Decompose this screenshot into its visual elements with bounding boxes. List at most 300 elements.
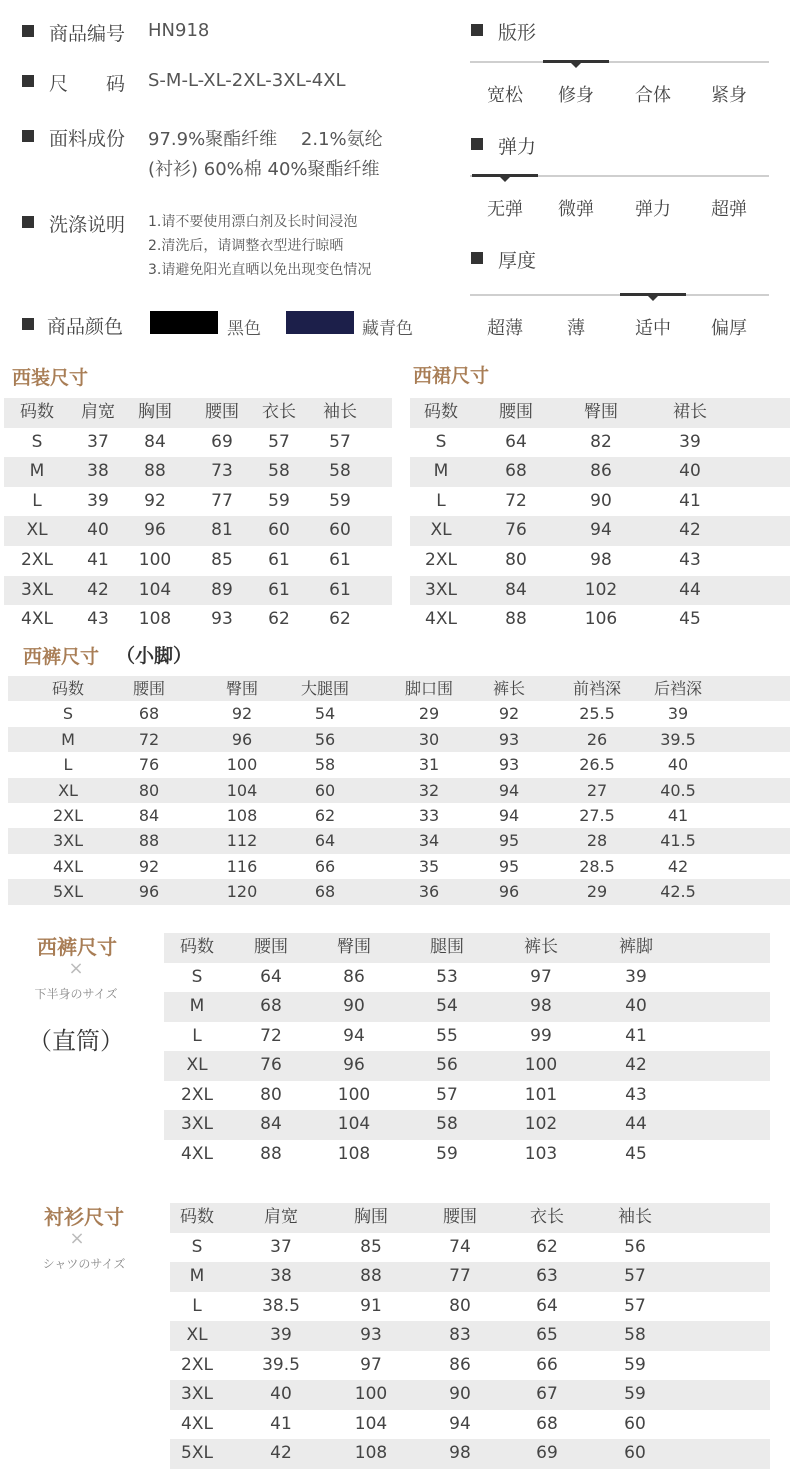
table-header-cell: 脚口围 [404,679,454,698]
table-row [170,1439,770,1469]
table-cell: 4XL [21,609,53,630]
table-cell: 80 [505,550,527,570]
attr-fit-option: 修身 [558,85,594,106]
fabric-label: 面料成份 [49,128,126,150]
fabric-line-2: (衬衫) 60%棉 40%聚酯纤维 [148,159,380,180]
attr-thickness-option: 超薄 [487,318,523,339]
table-cell: 43 [87,609,109,630]
table-header-cell: 码数 [424,402,458,422]
table-row [410,457,790,487]
table-cell: 67 [536,1384,558,1404]
table-cell: S [191,1236,203,1257]
table-header-cell: 裤长 [524,937,558,957]
table-cell: M [189,1266,205,1286]
attr-fit-scale [470,61,769,63]
table-cell: 45 [625,1143,647,1164]
table-cell: 57 [329,431,351,452]
table-cell: M [189,996,205,1016]
table-header-cell: 肩宽 [81,402,115,422]
table-cell: L [192,1295,202,1316]
table-row [410,487,790,517]
wash-line-2: 2.清洗后，请调整衣型进行晾晒 [148,238,344,254]
table-header-cell: 腰围 [254,937,288,957]
table-cell: 41 [270,1413,292,1434]
table-cell: 69 [211,431,233,452]
table-cell: 58 [314,755,336,775]
table-cell: 104 [226,780,258,800]
table-cell: 116 [226,856,258,876]
table-row [170,1351,770,1381]
color-swatch-navy [286,311,354,334]
table-cell: 30 [418,729,440,749]
table-cell: 38 [270,1266,292,1286]
pants-small-size-title: 西裤尺寸 [23,646,100,668]
table-cell: 44 [625,1114,647,1134]
table-cell: 100 [524,1055,558,1075]
table-cell: 60 [624,1413,646,1434]
table-cell: 39 [87,490,109,511]
fabric-line-1: 97.9%聚酯纤维 2.1%氨纶 [148,129,383,150]
table-cell: 81 [211,520,233,541]
table-cell: 32 [418,780,440,800]
table-cell: 58 [624,1325,646,1345]
table-cell: 66 [314,856,336,876]
table-cell: 68 [505,461,527,482]
table-cell: 108 [354,1443,388,1463]
table-cell: 3XL [21,579,53,600]
table-cell: 64 [314,831,336,851]
table-cell: 2XL [52,806,84,825]
table-cell: 84 [505,579,527,600]
table-row [8,778,790,803]
table-cell: 41 [679,490,701,511]
table-cell: 37 [87,431,109,452]
table-row [4,605,392,635]
table-row [410,546,790,576]
bullet-icon [22,25,34,37]
table-cell: 86 [590,461,612,482]
pants-straight-sub: 下半身のサイズ [34,987,118,1001]
table-cell: 62 [314,806,336,825]
table-cell: 56 [436,1055,458,1075]
table-row [4,487,392,517]
table-cell: 112 [226,831,258,851]
table-header-cell: 袖长 [618,1207,652,1227]
table-cell: 85 [360,1236,382,1257]
table-cell: 41.5 [660,831,696,851]
table-cell: 97 [360,1354,382,1375]
table-header-cell: 大腿围 [300,679,350,698]
table-cell: 89 [211,579,233,600]
table-cell: 4XL [181,1413,213,1434]
table-cell: 92 [144,490,166,511]
table-cell: 58 [436,1114,458,1134]
attr-fit-option: 宽松 [487,85,523,106]
table-cell: 40 [87,520,109,541]
table-cell: 42.5 [660,882,696,902]
table-cell: 88 [360,1266,382,1286]
bullet-icon [22,75,34,87]
table-cell: 68 [138,704,160,724]
table-cell: 88 [505,609,527,630]
table-cell: 108 [226,806,258,825]
table-header-cell: 码数 [180,937,214,957]
table-cell: 39.5 [660,729,696,749]
attr-stretch-option: 超弹 [711,199,747,220]
wash-label: 洗涤说明 [49,214,126,236]
table-header-cell: 裤脚 [619,937,653,957]
table-cell: 3XL [181,1384,213,1404]
table-cell: 3XL [425,579,457,600]
table-cell: 33 [418,806,440,825]
table-cell: 99 [530,1025,552,1046]
size-value: S-M-L-XL-2XL-3XL-4XL [148,70,346,91]
table-cell: 59 [329,490,351,511]
table-cell: 63 [536,1266,558,1286]
table-cell: 93 [498,755,520,775]
table-cell: 96 [498,882,520,902]
table-cell: 39 [270,1325,292,1345]
table-row [164,1022,770,1052]
table-cell: 45 [679,609,701,630]
table-cell: 86 [343,966,365,987]
table-row [8,701,790,726]
attr-thickness-pointer-icon [648,296,658,301]
table-cell: 26.5 [579,755,615,775]
attr-fit-pointer-icon [571,63,581,68]
table-header-cell: 腿围 [430,937,464,957]
table-cell: XL [186,1325,208,1345]
shirt-size-title: 衬衫尺寸 [44,1205,124,1229]
table-cell: 106 [584,609,618,630]
table-cell: 57 [624,1266,646,1286]
table-cell: 39 [625,966,647,987]
table-cell: 103 [524,1143,558,1164]
table-cell: 84 [260,1114,282,1134]
table-header-cell: 臀围 [337,937,371,957]
table-cell: 76 [260,1055,282,1075]
table-cell: 93 [498,729,520,749]
table-cell: 59 [436,1143,458,1164]
table-cell: 41 [625,1025,647,1046]
table-cell: 84 [144,431,166,452]
table-header-cell: 裙长 [673,402,707,422]
table-cell: 94 [449,1413,471,1434]
table-row [164,992,770,1022]
table-cell: 96 [231,729,253,749]
table-cell: 4XL [52,856,84,876]
table-cell: 5XL [52,882,84,902]
table-cell: 96 [343,1055,365,1075]
table-cell: 80 [260,1084,282,1105]
table-cell: 104 [337,1114,371,1134]
table-cell: 55 [436,1025,458,1046]
table-cell: 61 [268,550,290,570]
table-row [8,854,790,879]
table-cell: 42 [270,1443,292,1463]
table-header-cell: 码数 [51,679,85,698]
suit-size-title: 西装尺寸 [12,367,89,389]
size-label: 尺 码 [49,73,126,95]
table-cell: 100 [337,1084,371,1105]
table-header-cell: 裤长 [492,679,526,698]
table-header-cell: 腰围 [499,402,533,422]
cross-icon: × [68,958,84,979]
wash-line-1: 1.请不要使用漂白剂及长时间浸泡 [148,214,358,230]
table-cell: 64 [505,431,527,452]
table-cell: 59 [624,1354,646,1375]
table-row [170,1292,770,1322]
table-row [170,1321,770,1351]
table-cell: 58 [268,461,290,482]
table-row [170,1233,770,1263]
table-cell: 85 [211,550,233,570]
table-cell: 57 [436,1084,458,1105]
table-cell: 42 [87,579,109,600]
bullet-icon [22,318,34,330]
table-cell: 35 [418,856,440,876]
table-row [4,457,392,487]
table-header-row [4,398,392,428]
table-cell: 64 [536,1295,558,1316]
table-cell: 2XL [425,550,457,570]
table-cell: 40 [667,755,689,775]
table-cell: L [436,490,446,511]
table-cell: 2XL [21,550,53,570]
table-cell: 91 [360,1295,382,1316]
table-row [8,828,790,853]
table-row [164,1051,770,1081]
table-header-row [170,1203,770,1233]
table-cell: 98 [590,550,612,570]
table-cell: 62 [536,1236,558,1257]
table-row [164,1081,770,1111]
table-cell: 39 [679,431,701,452]
table-cell: 56 [314,729,336,749]
table-cell: 83 [449,1325,471,1345]
table-cell: 98 [530,996,552,1016]
table-cell: 76 [138,755,160,775]
table-row [4,428,392,458]
table-cell: 100 [138,550,172,570]
table-cell: 39 [667,704,689,724]
table-cell: S [31,431,43,452]
attr-stretch-option: 无弹 [487,199,523,220]
table-cell: 98 [449,1443,471,1463]
table-row [170,1380,770,1410]
bullet-icon [22,216,34,228]
table-header-row [410,398,790,428]
table-row [170,1262,770,1292]
table-cell: 39.5 [262,1354,300,1375]
table-cell: 90 [449,1384,471,1404]
table-cell: 86 [449,1354,471,1375]
table-cell: 72 [505,490,527,511]
table-cell: 44 [679,579,701,600]
table-cell: 53 [436,966,458,987]
table-cell: 38.5 [262,1295,300,1316]
product-code-label: 商品编号 [49,23,126,45]
table-cell: 94 [498,806,520,825]
table-cell: M [61,729,75,749]
table-cell: 102 [584,579,618,600]
table-cell: 100 [226,755,258,775]
bullet-icon [471,252,483,264]
table-cell: 42 [679,520,701,541]
table-cell: 68 [260,996,282,1016]
table-cell: 60 [329,520,351,541]
attr-stretch-pointer-icon [500,177,510,182]
table-cell: 84 [138,806,160,825]
table-header-cell: 后裆深 [653,679,703,698]
table-cell: 97 [530,966,552,987]
table-cell: 77 [211,490,233,511]
table-cell: 62 [329,609,351,630]
table-cell: 60 [624,1443,646,1463]
table-cell: 2XL [181,1354,213,1375]
table-cell: L [63,755,73,775]
table-header-cell: 臀围 [225,679,259,698]
table-cell: 120 [226,882,258,902]
table-cell: 61 [329,579,351,600]
table-cell: 73 [211,461,233,482]
attr-stretch-option: 微弹 [558,199,594,220]
table-cell: 42 [667,856,689,876]
product-code-value: HN918 [148,20,210,41]
pants-small-subtitle: （小脚） [116,645,193,667]
color-label: 商品颜色 [47,316,124,338]
attr-thickness-option: 薄 [567,318,585,339]
table-cell: 31 [418,755,440,775]
table-cell: L [192,1025,202,1046]
table-cell: M [29,461,45,482]
table-cell: 42 [625,1055,647,1075]
table-row [164,1140,770,1170]
table-cell: 90 [343,996,365,1016]
table-header-cell: 腰围 [205,402,239,422]
table-cell: 108 [337,1143,371,1164]
table-cell: 4XL [181,1143,213,1164]
table-cell: S [191,966,203,987]
attr-fit-title: 版形 [498,22,537,44]
wash-line-3: 3.请避免阳光直晒以免出现变色情况 [148,262,372,278]
table-cell: 27.5 [579,806,615,825]
table-header-cell: 码数 [20,402,54,422]
table-cell: 54 [314,704,336,724]
table-cell: 96 [138,882,160,902]
pants-straight-size-title: 西裤尺寸 [37,935,117,959]
bullet-icon [22,130,34,142]
attr-thickness-option: 适中 [635,318,671,339]
attr-stretch-title: 弹力 [498,136,537,158]
table-row [164,963,770,993]
table-cell: 40 [625,996,647,1016]
table-row [410,605,790,635]
table-cell: 88 [260,1143,282,1164]
table-header-cell: 胸围 [138,402,172,422]
table-cell: 59 [624,1384,646,1404]
attr-fit-option: 紧身 [711,85,747,106]
table-cell: 72 [138,729,160,749]
table-cell: 88 [138,831,160,851]
table-cell: 38 [87,461,109,482]
bullet-icon [471,138,483,150]
table-cell: 62 [268,609,290,630]
table-row [4,546,392,576]
table-cell: 94 [498,780,520,800]
table-cell: 68 [314,882,336,902]
table-header-row [8,676,790,701]
shirt-sub: シャツのサイズ [42,1257,126,1271]
table-cell: 92 [231,704,253,724]
table-header-cell: 腰围 [443,1207,477,1227]
attr-stretch-option: 弹力 [635,199,671,220]
table-cell: 72 [260,1025,282,1046]
color-swatch-black [150,311,218,334]
table-cell: 80 [449,1295,471,1316]
table-cell: 41 [87,550,109,570]
table-cell: 93 [360,1325,382,1345]
table-row [8,752,790,777]
table-cell: XL [26,520,48,541]
table-cell: 65 [536,1325,558,1345]
table-row [410,576,790,606]
table-cell: 77 [449,1266,471,1286]
table-cell: 96 [144,520,166,541]
table-cell: 29 [418,704,440,724]
table-cell: 59 [268,490,290,511]
table-header-cell: 胸围 [354,1207,388,1227]
table-cell: 34 [418,831,440,851]
table-cell: 61 [268,579,290,600]
table-header-cell: 衣长 [530,1207,564,1227]
table-header-cell: 肩宽 [264,1207,298,1227]
table-cell: 25.5 [579,704,615,724]
table-row [410,428,790,458]
table-row [8,803,790,828]
table-cell: L [32,490,42,511]
table-cell: 57 [624,1295,646,1316]
table-cell: 76 [505,520,527,541]
table-header-cell: 衣长 [262,402,296,422]
cross-icon: × [69,1228,85,1249]
pants-straight-style: （直筒） [28,1027,124,1055]
table-cell: 43 [679,550,701,570]
table-header-cell: 前裆深 [572,679,622,698]
table-row [8,727,790,752]
table-cell: 26 [586,729,608,749]
table-cell: S [62,704,74,724]
table-row [170,1410,770,1440]
table-cell: 60 [314,780,336,800]
table-cell: 2XL [181,1084,213,1105]
table-cell: 104 [138,579,172,600]
table-cell: 90 [590,490,612,511]
table-cell: 92 [498,704,520,724]
table-cell: 28 [586,831,608,851]
table-cell: 95 [498,856,520,876]
table-cell: 28.5 [579,856,615,876]
table-cell: S [435,431,447,452]
table-row [8,879,790,904]
table-cell: 108 [138,609,172,630]
table-cell: 36 [418,882,440,902]
table-cell: 40.5 [660,780,696,800]
table-cell: 5XL [181,1443,213,1463]
table-cell: XL [430,520,452,541]
table-cell: 92 [138,856,160,876]
table-cell: 60 [268,520,290,541]
